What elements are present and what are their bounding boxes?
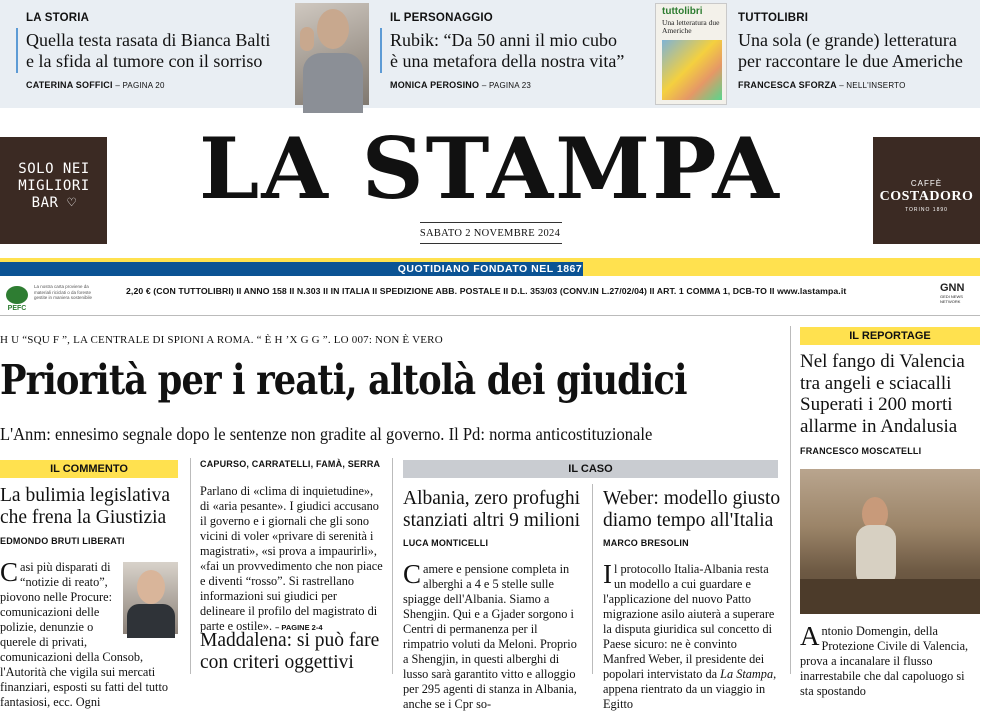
commento-headline-line: che frena la Giustizia: [0, 507, 167, 528]
website-link[interactable]: www.lastampa.it: [777, 286, 847, 296]
teaser-byline: [738, 80, 906, 90]
teaser-balti[interactable]: [0, 0, 290, 108]
reportage-headline-line: allarme in Andalusia: [800, 415, 958, 437]
reportage-headline-line: Nel fango di Valencia: [800, 351, 965, 372]
teaser-byline: [390, 80, 531, 90]
column-divider: [790, 326, 791, 674]
dropcap: C: [0, 557, 19, 587]
dropcap: C: [403, 559, 422, 589]
maddalena-headline-line: Maddalena: si può fare: [200, 630, 380, 651]
photo-figure-head: [317, 9, 349, 49]
portrait-spacer: [122, 560, 182, 636]
caso-tag: IL CASO: [403, 460, 778, 478]
weber-headline[interactable]: [603, 488, 783, 532]
reportage-body-text: ntonio Domengin, della Protezione Civile di Valencia, prova a incanalare il flusso inarrestabile che dal capoluogo si sta spostando: [800, 624, 969, 698]
photo-mud: [800, 579, 980, 614]
teaser-headline-line: per raccontare le due Americhe: [738, 51, 963, 71]
photo-figure-hand: [300, 27, 314, 51]
bianca-balti-photo: [295, 3, 369, 105]
teaser-author: CATERINA SOFFICI: [26, 80, 113, 90]
commento-body-text: asi più disparati di “notizie di reato”, piovono nelle Procure: comunicazioni delle polizie, denunzie o querele di privati, comunicazioni della Consob, l'Autorità che vigila sui mercati finanziari, esposti su fatti del tutto fantasiosi, ecc. Ogni: [0, 560, 169, 709]
teaser-byline: [26, 80, 165, 90]
price-and-issue-info: [126, 286, 856, 296]
albania-headline-line: stanziati altri 9 milioni: [403, 510, 581, 531]
ad-right-brand: COSTADORO: [879, 189, 974, 204]
commento-body: [0, 557, 182, 709]
reportage-author: FRANCESCO MOSCATELLI: [800, 446, 922, 456]
teaser-headline-line: e la sfida al tumore con il sorriso: [26, 51, 263, 71]
dropcap: A: [800, 621, 820, 651]
weber-body-text-end: , appena rientrato da un viaggio in Egitto: [603, 667, 777, 711]
teaser-headline-line: è una metafora della nostra vita”: [390, 51, 625, 71]
teaser-headline: [390, 30, 655, 72]
tuttolibri-logo: tuttolibri: [662, 6, 703, 17]
pefc-icon: [6, 286, 28, 304]
teaser-author: MONICA PEROSINO: [390, 80, 480, 90]
column2-body: [200, 484, 385, 635]
column-divider: [392, 458, 393, 674]
valencia-flood-photo: [800, 469, 980, 614]
weber-author: MARCO BRESOLIN: [603, 538, 689, 548]
weber-headline-line: diamo tempo all'Italia: [603, 510, 774, 531]
column2-authors: CAPURSO, CARRATELLI, FAMÀ, SERRA: [200, 459, 381, 469]
maddalena-headline-line: con criteri oggettivi: [200, 652, 354, 673]
teaser-page: – PAGINA 20: [115, 81, 165, 90]
ad-left-line: MIGLIORI: [18, 178, 90, 194]
gnn-note: GEDI NEWS NETWORK: [940, 294, 963, 304]
issue-date: SABATO 2 NOVEMBRE 2024: [419, 228, 561, 239]
teaser-headline-line: Rubik: “Da 50 anni il mio cubo: [390, 30, 617, 50]
founded-band: [0, 258, 980, 276]
date-rule-bottom: [420, 243, 562, 244]
teaser-author: FRANCESCA SFORZA: [738, 80, 837, 90]
main-subheadline: L'Anm: ennesimo segnale dopo le sentenze non gradite al governo. Il Pd: norma anticostituzionale: [0, 424, 653, 444]
tuttolibri-cover-subtitle: Una letteratura due Americhe: [662, 18, 720, 35]
reportage-headline-line: tra angeli e sciacalli: [800, 372, 952, 394]
ad-left-text: [6, 161, 102, 212]
teaser-band: [0, 0, 980, 108]
ad-right-place: TORINO 1890: [905, 207, 948, 213]
photo-child-body: [856, 525, 896, 587]
commento-author: EDMONDO BRUTI LIBERATI: [0, 536, 125, 546]
pefc-label: PEFC: [7, 305, 27, 312]
weber-headline-line: Weber: modello giusto: [603, 488, 781, 509]
teaser-headline-line: Quella testa rasata di Bianca Balti: [26, 30, 271, 50]
main-headline[interactable]: Priorità per i reati, altolà dei giudici: [0, 356, 687, 404]
pefc-logo: [3, 286, 31, 312]
maddalena-headline[interactable]: [200, 630, 390, 674]
albania-headline-line: Albania, zero profughi: [403, 488, 581, 509]
tuttolibri-cover-art: [662, 40, 722, 100]
column2-body-text: Parlano di «clima di inquietudine», di «aria pesante». I giudici accusano il governo e i giornali che gli sono vicini di voler «privare di serenità i magistrati», «si prova a impaurirli», «fai un provvedimento che non piace e diventi “rosso”. Si rastrellano informazioni sui giudici per delineare il profilo del magistrato di parte e ostile».: [200, 484, 383, 633]
gnn-label: GNN: [940, 282, 965, 294]
commento-tag: IL COMMENTO: [0, 460, 178, 478]
teaser-headline: [738, 30, 983, 72]
issue-info-text: 2,20 € (CON TUTTOLIBRI) II ANNO 158 II N.303 II IN ITALIA II SPEDIZIONE ABB. POSTALE II D.L. 353/03 (CONV.IN L.27/02/04) II ART. 1 COMMA 1, DCB-TO II: [126, 286, 775, 296]
publication-info-line: [0, 276, 980, 316]
teaser-headline: [26, 30, 296, 72]
albania-body-text: amere e pensione completa in alberghi a 4 e 5 stelle sulle spiagge dell'Albania. Siamo a Shengjin. Qui e a Gjader sorgono i Centri di permanenza per il rimpatrio voluti da Meloni. Proprio a Shengjin, in questi alberghi di lusso sarà garantito vitto e alloggio per 295 agenti di stanza in Albania, anche se i Cpr so-: [403, 562, 577, 711]
teaser-page: – PAGINA 23: [481, 81, 532, 90]
reportage-body: [800, 621, 980, 698]
reportage-tag: IL REPORTAGE: [800, 327, 980, 345]
teaser-tuttolibri[interactable]: [728, 0, 980, 108]
photo-figure-body: [303, 53, 363, 113]
ad-right-caffe: CAFFÈ: [910, 179, 943, 188]
teaser-rule: [380, 28, 382, 73]
teaser-rule: [16, 28, 18, 73]
column2-page-ref[interactable]: – PAGINE 2-4: [275, 623, 323, 632]
reportage-headline-line: Superati i 200 morti: [800, 394, 953, 415]
commento-headline[interactable]: [0, 485, 190, 529]
column-divider: [190, 458, 191, 674]
teaser-kicker: LA STORIA: [26, 12, 90, 24]
reportage-headline[interactable]: [800, 351, 980, 437]
ad-left-line: BAR ♡: [31, 195, 77, 211]
weber-body-italic: La Stampa: [720, 667, 774, 681]
teaser-rubik[interactable]: [378, 0, 648, 108]
ad-solo-nei-migliori-bar[interactable]: [0, 137, 107, 244]
masthead-logo[interactable]: LA STAMPA: [199, 119, 781, 218]
albania-body: [403, 559, 585, 711]
date-rule-top: [420, 222, 562, 223]
ad-left-line: SOLO NEI: [18, 161, 90, 177]
teaser-kicker: IL PERSONAGGIO: [390, 12, 493, 24]
pefc-note: La nostra carta proviene da materiali riciclati o da foreste gestite in maniera sostenibile: [34, 284, 93, 300]
weber-body: [603, 559, 781, 711]
albania-author: LUCA MONTICELLI: [403, 538, 489, 548]
commento-headline-line: La bulimia legislativa: [0, 485, 171, 506]
main-story-ticker: H U “SQU F ”, LA CENTRALE DI SPIONI A ROMA. “ È H ’X G G ”. LO 007: NON È VERO: [0, 334, 443, 346]
gnn-logo: [940, 282, 980, 304]
teaser-headline-line: Una sola (e grande) letteratura: [738, 30, 957, 50]
ad-costadoro[interactable]: [873, 137, 980, 244]
dropcap: I: [603, 559, 612, 589]
founded-text: QUOTIDIANO FONDATO NEL 1867: [397, 263, 583, 275]
weber-body-text: l protocollo Italia-Albania resta un modello a cui guardare e l'applicazione del nuovo Patto migrazione asilo aiuterà a superare la disputa giuridica sul concetto di Paese sicuro: ne è convinto Manfred Weber, il presidente dei popolari intervistato da: [603, 562, 775, 681]
tuttolibri-cover: [655, 3, 727, 105]
teaser-kicker: TUTTOLIBRI: [738, 12, 809, 24]
teaser-page: – NELL'INSERTO: [839, 81, 906, 90]
albania-headline[interactable]: [403, 488, 593, 532]
